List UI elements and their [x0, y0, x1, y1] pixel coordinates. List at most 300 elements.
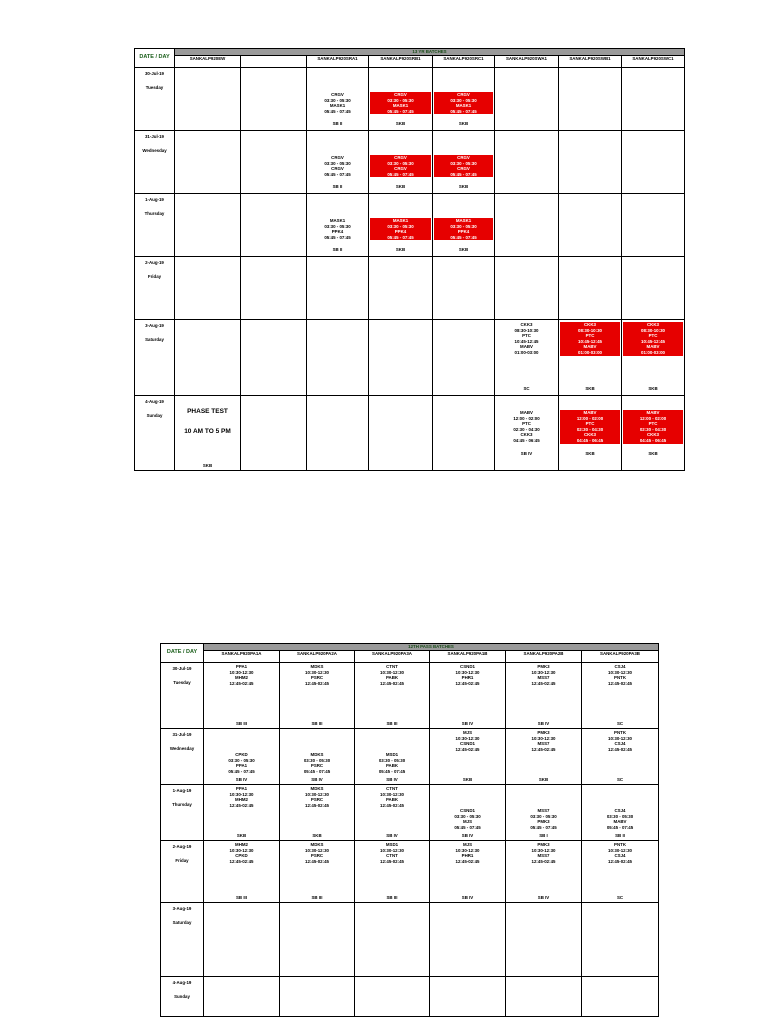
time-slot: 12:45-02:45	[455, 680, 480, 686]
time-slot: 02:30 - 04:30	[623, 427, 683, 433]
room-label: SB IV	[461, 833, 474, 839]
time-slot: 12:00 - 02:00	[560, 416, 620, 422]
subject-code: PPK4	[331, 229, 344, 235]
subject-code: CTNT	[386, 786, 398, 791]
cell-content	[369, 131, 432, 191]
batch-header: SANKALP920PA3A	[355, 651, 430, 663]
schedule-cell	[430, 663, 506, 729]
room-label: SKB	[202, 463, 213, 469]
schedule-cell-src1	[433, 320, 495, 396]
subject-code: PPA1	[235, 786, 248, 791]
time-slot: 05:45 - 07:45	[228, 768, 255, 774]
schedule-cell-swa1	[495, 194, 559, 257]
time-slot: 03:30 - 05:30	[530, 813, 557, 819]
time-slot: 05:45 - 07:45	[324, 108, 351, 114]
schedule-cell-swb1	[559, 194, 622, 257]
subject-code: PTC	[560, 333, 620, 339]
time-slot: 05:45 - 07:45	[606, 824, 634, 830]
cell-content	[622, 320, 684, 393]
cell-content	[506, 730, 581, 784]
schedule-cell	[582, 785, 659, 841]
subject-code: MABV	[560, 344, 620, 350]
date-cell	[135, 320, 175, 396]
schedule-table-12th-pass	[160, 643, 659, 1017]
schedule-cell	[241, 131, 307, 194]
subject-code: PHR1	[461, 675, 474, 681]
class-list	[622, 322, 684, 356]
room-label: SB IV	[386, 833, 398, 839]
schedule-cell-swb1	[559, 68, 622, 131]
cell-content	[582, 786, 658, 840]
cell-content	[355, 842, 429, 902]
time-slot: 10:30-12:30	[531, 847, 556, 853]
subject-code: PTC	[623, 421, 683, 427]
time-slot: 10:30-12:30	[380, 847, 404, 853]
schedule-cell	[241, 257, 307, 320]
time-slot: 10:30-12:30	[305, 791, 329, 797]
class-list	[355, 786, 429, 808]
subject-code: PTC	[522, 421, 531, 427]
class-list	[430, 664, 505, 686]
subject-code: PMK3	[537, 730, 550, 735]
subject-code: CKK3	[520, 322, 533, 327]
time-slot: 12:45-02:45	[608, 680, 632, 686]
subject-code: MJS	[462, 819, 473, 825]
subject-code: CKK3	[623, 322, 683, 328]
subject-code: PPK4	[370, 229, 431, 235]
class-list	[280, 842, 354, 864]
schedule-cell	[175, 194, 241, 257]
subject-code: MABV	[520, 344, 533, 350]
time-slot: 10:30-12:30	[305, 847, 329, 853]
time-slot: 12:45-02:45	[608, 746, 632, 752]
schedule-cell	[241, 320, 307, 396]
date-label: 31-Jul-19	[172, 732, 192, 737]
time-slot: 03:30 - 05:30	[324, 97, 351, 103]
time-slot: 12:00 - 02:00	[623, 416, 683, 422]
day-label: Tuesday	[173, 679, 191, 685]
subject-code: PPA1	[235, 763, 248, 769]
schedule-cell-swc1	[622, 68, 685, 131]
table-row	[135, 194, 685, 257]
room-label: SKB	[458, 121, 469, 127]
cell-content	[204, 664, 279, 728]
subject-code: PPK4	[434, 229, 493, 235]
schedule-cell	[355, 663, 430, 729]
schedule-cell-swa1	[495, 257, 559, 320]
room-label: SKB	[395, 247, 406, 253]
time-slot: 05:45 - 07:45	[370, 172, 431, 178]
day-label: Sunday	[174, 993, 190, 999]
schedule-cell-swb1	[559, 320, 622, 396]
schedule-cell-srb1	[369, 131, 433, 194]
batch-header: SANKALP920SRB1	[369, 56, 433, 68]
room-label: SB III	[311, 721, 323, 727]
subject-code: CSND1	[460, 741, 475, 747]
schedule-cell-src1	[433, 396, 495, 471]
time-slot: 05:45 - 07:45	[324, 234, 351, 240]
schedule-cell	[582, 729, 659, 785]
time-slot: 08:30-10:30	[514, 327, 539, 333]
room-label: SB II	[332, 247, 343, 253]
subject-code: CKK3	[560, 432, 620, 438]
schedule-cell	[280, 663, 355, 729]
batch-group-banner: 13 YR BATCHES	[175, 49, 685, 56]
cell-content	[280, 786, 354, 840]
subject-code: MASK1	[370, 103, 431, 109]
room-label: SB III	[236, 721, 247, 727]
subject-code: CRGV	[370, 155, 431, 161]
room-label: SKB	[538, 777, 549, 783]
class-list	[307, 92, 368, 114]
schedule-cell-src1	[433, 68, 495, 131]
subject-code: PNTK	[614, 675, 626, 681]
date-label: 1-Aug-19	[172, 788, 192, 793]
schedule-cell	[506, 903, 582, 977]
class-list	[506, 730, 581, 752]
schedule-cell	[280, 841, 355, 903]
time-slot: 03:30 - 05:30	[370, 224, 431, 230]
time-slot: 12:45-02:45	[455, 858, 480, 864]
schedule-cell	[175, 396, 241, 471]
class-list	[280, 786, 354, 808]
date-label: 2-Aug-19	[145, 260, 164, 265]
schedule-cell	[430, 729, 506, 785]
time-slot: 03:30 - 05:30	[434, 98, 493, 104]
class-list	[559, 410, 621, 444]
room-label: SKB	[236, 833, 247, 839]
class-list-afternoon	[280, 752, 354, 774]
schedule-cell-swc1	[622, 396, 685, 471]
time-slot: 12:45-02:45	[229, 802, 254, 808]
subject-code: PHR1	[461, 853, 474, 859]
time-slot: 05:45 - 07:45	[434, 109, 493, 115]
date-label: 1-Aug-19	[145, 197, 164, 202]
time-slot: 12:45-02:45	[380, 858, 404, 864]
subject-code: CSJ4	[614, 853, 626, 859]
room-label: SB IV	[461, 721, 474, 727]
subject-code: CSJ4	[614, 664, 626, 669]
subject-code: CKK3	[560, 322, 620, 328]
batch-header: SANKALP920EW	[175, 56, 241, 68]
schedule-cell	[506, 729, 582, 785]
schedule-cell	[204, 785, 280, 841]
subject-code: PABK	[385, 797, 399, 803]
phase-time-label: 10 AM TO 5 PM	[184, 428, 231, 435]
room-label: SKB	[395, 121, 406, 127]
time-slot: 10:30-12:30	[531, 735, 556, 741]
schedule-cell	[241, 396, 307, 471]
table-row	[161, 903, 659, 977]
subject-code: MHM2	[235, 675, 248, 681]
subject-code: CSND1	[460, 664, 475, 669]
time-slot: 12:45-02:45	[455, 746, 480, 752]
schedule-cell	[175, 68, 241, 131]
room-label: SKB	[585, 451, 595, 457]
cell-content	[280, 842, 354, 902]
subject-code: CRGV	[370, 166, 431, 172]
batch-header: SANKALP920SRC1	[433, 56, 495, 68]
schedule-cell-swc1	[622, 194, 685, 257]
time-slot: 08:30-10:30	[623, 328, 683, 334]
schedule-cell	[204, 977, 280, 1017]
room-label: SKB	[648, 451, 658, 457]
time-slot: 10:30-12:30	[608, 669, 632, 675]
schedule-cell	[582, 663, 659, 729]
batch-header: SANKALP920SWB1	[559, 56, 622, 68]
subject-code: PMK3	[537, 842, 550, 847]
subject-code: MASK1	[329, 103, 346, 109]
cell-content	[506, 786, 581, 840]
room-label: SC	[616, 895, 624, 901]
time-slot: 12:45-02:45	[305, 858, 329, 864]
cell-content	[369, 194, 432, 254]
subject-code: MSS7	[537, 808, 550, 813]
schedule-cell	[175, 131, 241, 194]
schedule-cell	[241, 68, 307, 131]
schedule-cell	[280, 977, 355, 1017]
schedule-cell	[204, 729, 280, 785]
time-slot: 12:45-02:45	[380, 802, 404, 808]
cell-content	[280, 730, 354, 784]
subject-code: CRGV	[331, 155, 344, 160]
time-slot: 01:00-03:00	[514, 349, 539, 355]
class-list	[369, 218, 432, 240]
class-list	[495, 322, 558, 356]
schedule-cell	[241, 194, 307, 257]
cell-content	[430, 730, 505, 784]
subject-code: CSND1	[460, 808, 475, 813]
cell-content	[280, 664, 354, 728]
room-label: SKB	[458, 247, 469, 253]
class-list-afternoon	[355, 752, 429, 774]
subject-code: MJS	[462, 842, 473, 847]
class-list	[430, 730, 505, 752]
room-label: SC	[616, 777, 624, 783]
date-cell	[135, 131, 175, 194]
class-list	[355, 842, 429, 864]
schedule-cell-swb1	[559, 257, 622, 320]
date-label: 30-Jul-19	[144, 71, 165, 76]
schedule-cell	[506, 977, 582, 1017]
day-label: Wednesday	[169, 745, 195, 751]
schedule-cell-swa1	[495, 320, 559, 396]
subject-code: PPA1	[235, 664, 248, 669]
time-slot: 10:30-12:30	[608, 847, 632, 853]
subject-code: MABV	[613, 819, 627, 825]
time-slot: 03:30 - 05:30	[370, 161, 431, 167]
schedule-cell-sra1	[307, 131, 369, 194]
subject-code: PABK	[385, 675, 399, 681]
table-row	[135, 320, 685, 396]
subject-code: CKK3	[520, 432, 533, 438]
time-slot: 03:30 - 05:30	[454, 813, 481, 819]
room-label: SB IV	[386, 777, 398, 783]
schedule-cell	[355, 841, 430, 903]
subject-code: MABV	[623, 344, 683, 350]
time-slot: 10:30-12:30	[380, 791, 404, 797]
class-list	[582, 730, 658, 752]
cell-content	[355, 664, 429, 728]
room-label: SB III	[386, 721, 398, 727]
schedule-cell	[355, 729, 430, 785]
date-label: 31-Jul-19	[144, 134, 165, 139]
subject-code: MABV	[623, 410, 683, 416]
subject-code: CRGV	[331, 92, 344, 97]
schedule-cell-swa1	[495, 68, 559, 131]
schedule-cell-src1	[433, 194, 495, 257]
subject-code: MASK1	[370, 218, 431, 224]
batch-header: SANKALP920SWC1	[622, 56, 685, 68]
subject-code: PSRC	[310, 675, 324, 681]
room-label: SB III	[311, 895, 323, 901]
cell-content	[307, 68, 368, 128]
cell-content	[307, 131, 368, 191]
subject-code: MHM2	[235, 842, 248, 847]
room-label: SKB	[462, 777, 473, 783]
time-slot: 10:30-12:30	[531, 669, 556, 675]
schedule-cell	[204, 903, 280, 977]
subject-code: PNTK	[614, 730, 626, 735]
batch-header: SANKALP920PA2A	[280, 651, 355, 663]
time-slot: 03:30 - 05:30	[378, 757, 406, 763]
time-slot: 12:00 - 02:00	[513, 415, 540, 421]
time-slot: 03:30 - 05:30	[370, 98, 431, 104]
room-label: SB I	[539, 833, 548, 839]
subject-code: CRGV	[370, 92, 431, 98]
date-cell	[161, 903, 204, 977]
schedule-cell	[506, 663, 582, 729]
time-slot: 05:45 - 07:45	[378, 768, 406, 774]
schedule-cell	[280, 903, 355, 977]
schedule-cell-swc1	[622, 257, 685, 320]
cell-content	[582, 730, 658, 784]
date-label: 3-Aug-19	[172, 906, 192, 911]
date-cell	[161, 729, 204, 785]
schedule-cell	[280, 785, 355, 841]
cell-content	[582, 842, 658, 902]
subject-code: PSRC	[310, 763, 324, 769]
subject-code: MHM2	[235, 797, 248, 803]
room-label: SB II	[332, 121, 343, 127]
subject-code: PTC	[560, 421, 620, 427]
class-list	[622, 410, 684, 444]
subject-code: MASK1	[434, 103, 493, 109]
batch-header-blank	[241, 56, 307, 68]
date-label: 4-Aug-19	[145, 399, 164, 404]
table-row	[161, 663, 659, 729]
class-list	[355, 664, 429, 686]
date-label: 4-Aug-19	[172, 980, 192, 985]
day-label: Thursday	[172, 801, 192, 807]
subject-code: MSS7	[537, 741, 550, 747]
room-label: SKB	[648, 386, 658, 392]
schedule-cell-sra1	[307, 194, 369, 257]
time-slot: 12:45-02:45	[229, 680, 254, 686]
schedule-cell	[355, 977, 430, 1017]
schedule-cell-srb1	[369, 257, 433, 320]
subject-code: MDKS	[310, 752, 324, 757]
room-label: SB IV	[235, 777, 248, 783]
cell-content	[622, 396, 684, 458]
schedule-cell-srb1	[369, 320, 433, 396]
date-day-header: DATE / DAY	[135, 49, 175, 68]
table-row	[161, 841, 659, 903]
schedule-cell	[204, 663, 280, 729]
subject-code: MSS7	[537, 853, 550, 859]
schedule-cell-src1	[433, 257, 495, 320]
room-label: SB IV	[461, 895, 474, 901]
subject-code: CSJ4	[614, 741, 626, 747]
class-list	[204, 842, 279, 864]
room-label: SKB	[395, 184, 406, 190]
cell-content	[433, 194, 494, 254]
schedule-cell	[175, 320, 241, 396]
room-label: SC	[616, 721, 624, 727]
time-slot: 04:45 - 06:45	[513, 437, 540, 443]
class-list	[307, 218, 368, 240]
cell-content	[355, 730, 429, 784]
date-cell	[135, 396, 175, 471]
time-slot: 10:30-12:30	[455, 847, 480, 853]
time-slot: 12:45-02:45	[229, 858, 254, 864]
time-slot: 10:45-12:45	[560, 339, 620, 345]
schedule-cell-swc1	[622, 131, 685, 194]
batch-header: SANKALP920PA1B	[430, 651, 506, 663]
time-slot: 03:30 - 05:30	[324, 223, 351, 229]
time-slot: 05:45 - 07:45	[303, 768, 331, 774]
time-slot: 03:30 - 05:30	[228, 757, 255, 763]
cell-content	[307, 194, 368, 254]
day-label: Wednesday	[142, 147, 167, 153]
class-list	[433, 218, 494, 240]
time-slot: 12:45-02:45	[305, 680, 329, 686]
phase-test-label: PHASE TEST	[187, 408, 228, 415]
time-slot: 10:30-12:30	[380, 669, 404, 675]
class-list-afternoon	[582, 808, 658, 830]
table-row	[135, 68, 685, 131]
day-label: Sunday	[146, 412, 163, 418]
time-slot: 05:45 - 07:45	[434, 172, 493, 178]
cell-content	[204, 786, 279, 840]
class-list	[506, 842, 581, 864]
class-list	[582, 664, 658, 686]
subject-code: PTC	[522, 333, 531, 339]
room-label: SB II	[615, 833, 625, 839]
schedule-cell-sra1	[307, 68, 369, 131]
cell-content	[430, 786, 505, 840]
table-row	[135, 257, 685, 320]
subject-code: MJS	[462, 730, 473, 735]
time-slot: 03:30 - 05:30	[606, 813, 634, 819]
schedule-cell-src1	[433, 131, 495, 194]
time-slot: 03:30 - 05:30	[324, 160, 351, 166]
cell-content	[369, 68, 432, 128]
subject-code: MSD1	[385, 842, 399, 847]
subject-code: MDKS	[310, 842, 324, 847]
subject-code: CKK3	[623, 432, 683, 438]
schedule-cell	[430, 785, 506, 841]
subject-code: CTNT	[386, 853, 398, 859]
time-slot: 12:45-02:45	[531, 858, 556, 864]
time-slot: 12:45-02:45	[608, 858, 632, 864]
schedule-cell	[355, 903, 430, 977]
class-list	[433, 92, 494, 114]
table-row	[161, 729, 659, 785]
time-slot: 05:45 - 07:45	[530, 824, 557, 830]
subject-code: PSRC	[310, 853, 324, 859]
day-label: Tuesday	[145, 84, 164, 90]
